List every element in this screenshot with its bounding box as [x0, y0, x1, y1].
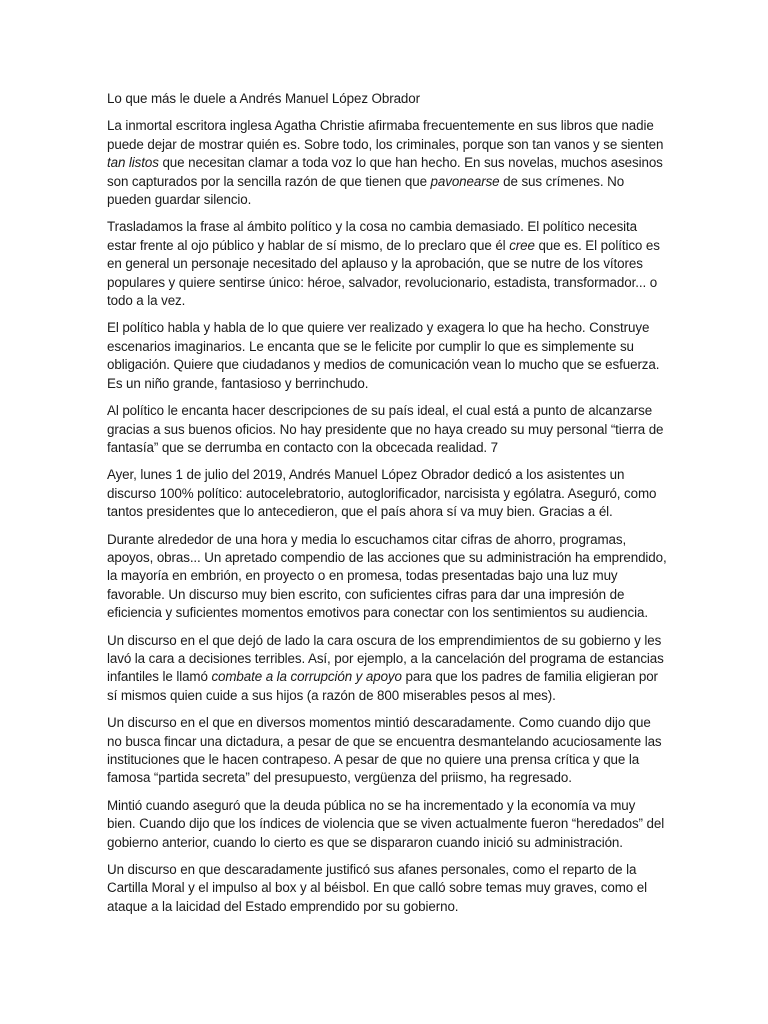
- paragraph: [107, 466, 667, 521]
- paragraph-text: El político habla y habla de lo que quiere ver realizado y exagera lo que ha hecho. Construye escenarios imaginarios. Le encanta que se le felicite por cumplir lo que es simplemente su obligación. Quiere que ciudadanos y medios de comunicación vean lo mucho que se esfuerza. Es un niño grande, fantasioso y berrinchudo.: [107, 320, 660, 391]
- paragraph-text: Mintió cuando aseguró que la deuda pública no se ha incrementado y la economía va muy bien. Cuando dijo que los índices de violencia que se viven actualmente fueron “heredados” del gobierno anterior, cuando lo cierto es que se dispararon cuando inició su administración.: [107, 797, 665, 850]
- paragraph-text: Trasladamos la frase al ámbito político y la cosa no cambia demasiado. El político necesita estar frente al ojo público y hablar de sí mismo, de lo preclaro que él: [107, 219, 638, 253]
- document-title: Lo que más le duele a Andrés Manuel López Obrador: [107, 91, 420, 106]
- italic-text: combate a la corrupción y apoyo: [211, 669, 402, 685]
- paragraph-text: La inmortal escritora inglesa Agatha Christie afirmaba frecuentemente en sus libros que nadie puede dejar de mostrar quién es. Sobre todo, los criminales, porque son tan vanos y se sienten: [107, 118, 664, 152]
- paragraph-text: Un discurso en el que en diversos momentos mintió descaradamente. Como cuando dijo que no busca fincar una dictadura, a pesar de que se encuentra desmantelando acuciosamente las instituciones que le hacen contrapeso. A pesar de que no quiere una prensa crítica y que la famosa “partida secreta” del presupuesto, vergüenza del priismo, ha regresado.: [107, 715, 662, 786]
- paragraph: [107, 531, 667, 623]
- paragraph: [107, 632, 667, 706]
- paragraph-list: [107, 117, 667, 916]
- paragraph-text: Ayer, lunes 1 de julio del 2019, Andrés Manuel López Obrador dedicó a los asistentes un discurso 100% político: autocelebratorio, autoglorificador, narcisista y ególatra. Aseguró, como tantos presidentes que lo antecedieron, que el país ahora sí va muy bien. Gracias a él.: [107, 467, 657, 520]
- paragraph-text: Un discurso en el que dejó de lado la cara oscura de los emprendimientos de su gobierno y les lavó la cara a decisiones terribles. Así, por ejemplo, a la cancelación del programa de estancias infantiles le llamó: [107, 632, 664, 685]
- document-body: [107, 90, 667, 925]
- paragraph: [107, 218, 667, 310]
- paragraph: [107, 319, 667, 393]
- paragraph-text: que es. El político es en general un personaje necesitado del aplauso y la aprobación, que se nutre de los vítores populares y quiere sentirse único: héroe, salvador, revolucionario, estadista, transformador... o todo a la vez.: [107, 237, 660, 309]
- paragraph: [107, 402, 667, 457]
- paragraph-text: para que los padres de familia eligieran por sí mismos quien cuide a sus hijos (a razón de 800 miserables pesos al mes).: [107, 669, 658, 703]
- paragraph-text: Durante alrededor de una hora y media lo escuchamos citar cifras de ahorro, programas, apoyos, obras... Un apretado compendio de las acciones que su administración ha emprendido, la mayoría en embrión, en proyecto o en promesa, todas presentadas bajo una luz muy favorable. Un discurso muy bien escrito, con suficientes cifras para dar una impresión de eficiencia y suficientes momentos emotivos para conectar con los sentimientos su audiencia.: [107, 531, 667, 621]
- paragraph-text: Un discurso en que descaradamente justificó sus afanes personales, como el reparto de la Cartilla Moral y el impulso al box y al béisbol. En que calló sobre temas muy graves, como el ataque a la laicidad del Estado emprendido por su gobierno.: [107, 862, 647, 914]
- italic-text: pavonearse: [430, 173, 500, 189]
- italic-text: tan listos: [107, 155, 159, 171]
- paragraph: [107, 797, 667, 852]
- paragraph: [107, 861, 667, 916]
- paragraph: [107, 117, 667, 209]
- paragraph-text: Al político le encanta hacer descripciones de su país ideal, el cual está a punto de alcanzarse gracias a sus buenos oficios. No hay presidente que no haya creado su muy personal “tierra de fantasía” que se derrumba en contacto con la obcecada realidad. 7: [107, 403, 664, 455]
- paragraph-text: de sus crímenes. No pueden guardar silencio.: [107, 173, 625, 208]
- paragraph-text: que necesitan clamar a toda voz lo que han hecho. En sus novelas, muchos asesinos son capturados por la sencilla razón de que tienen que: [107, 155, 663, 189]
- paragraph: [107, 714, 667, 788]
- italic-text: cree: [509, 237, 535, 253]
